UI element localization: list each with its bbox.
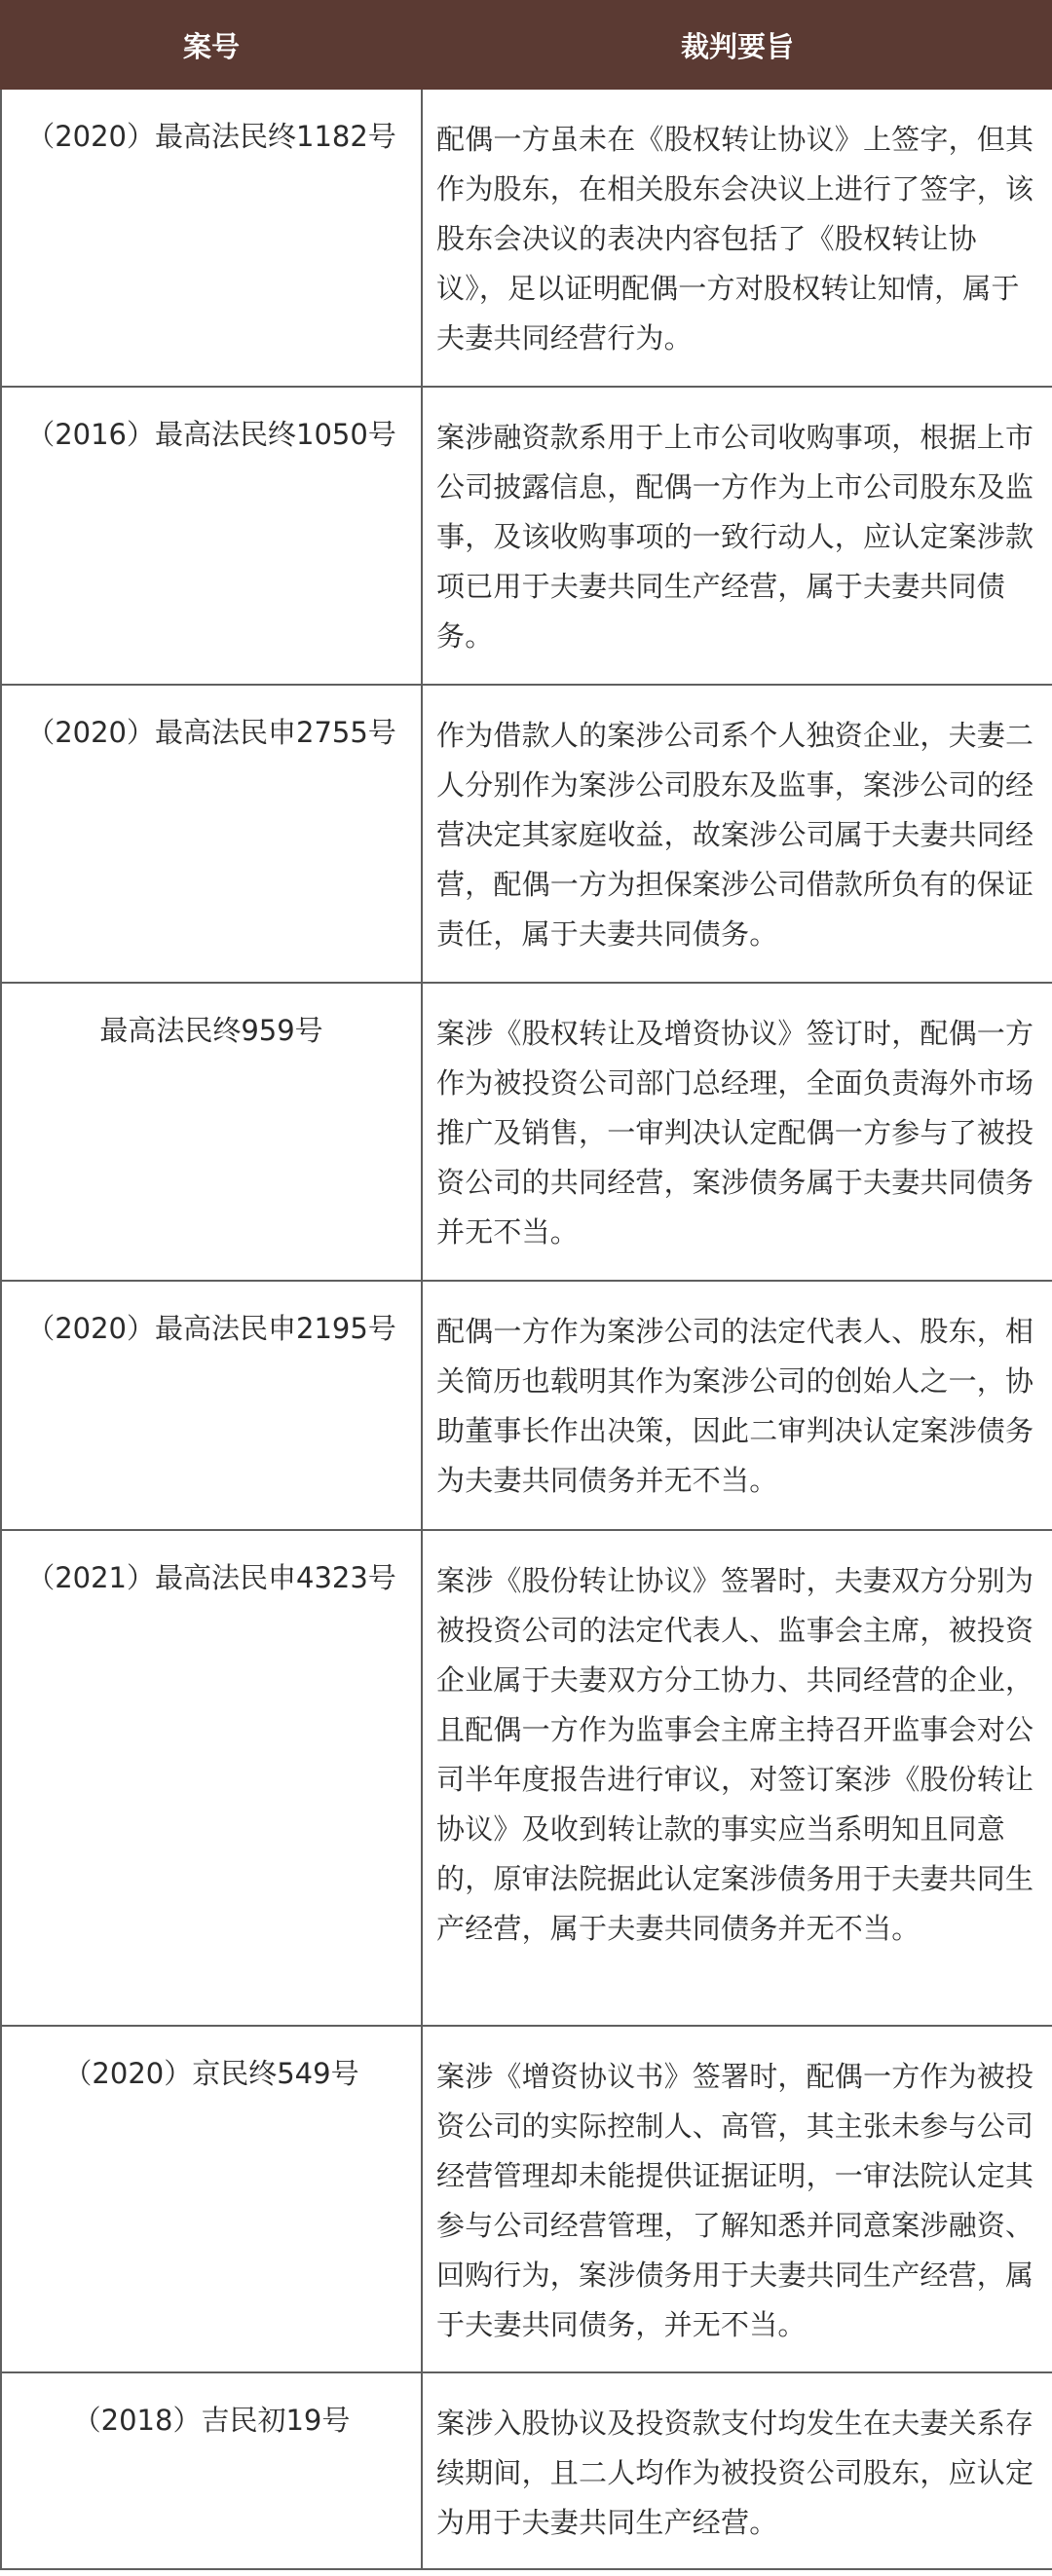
table-row	[1, 89, 1052, 387]
judgment-gist-cell: 案涉《股份转让协议》签署时，夫妻双方分别为被投资公司的法定代表人、监事会主席，被投资企业属于夫妻双方分工协力、共同经营的企业，且配偶一方作为监事会主席主持召开监事会对公司半年度报告进行审议，对签订案涉《股份转让协议》及收到转让款的事实应当系明知且同意的，原审法院据此认定案涉债务用于夫妻共同生产经营，属于夫妻共同债务并无不当。	[422, 1530, 1052, 2026]
judgment-gist-cell: 案涉融资款系用于上市公司收购事项，根据上市公司披露信息，配偶一方作为上市公司股东及监事，及该收购事项的一致行动人，应认定案涉款项已用于夫妻共同生产经营，属于夫妻共同债务。	[422, 387, 1052, 685]
table-row	[1, 1530, 1052, 2026]
case-number-cell: （2020）最高法民申2755号	[1, 685, 422, 983]
case-number-cell: （2020）最高法民申2195号	[1, 1281, 422, 1530]
judgment-gist-cell: 案涉《股权转让及增资协议》签订时，配偶一方作为被投资公司部门总经理，全面负责海外市场推广及销售，一审判决认定配偶一方参与了被投资公司的共同经营，案涉债务属于夫妻共同债务并无不当。	[422, 983, 1052, 1281]
header-row	[1, 1, 1052, 89]
table-row	[1, 2372, 1052, 2569]
judgment-gist-cell: 案涉《增资协议书》签署时，配偶一方作为被投资公司的实际控制人、高管，其主张未参与公司经营管理却未能提供证据证明，一审法院认定其参与公司经营管理，了解知悉并同意案涉融资、回购行为，案涉债务用于夫妻共同生产经营，属于夫妻共同债务，并无不当。	[422, 2026, 1052, 2372]
case-number-cell: （2016）最高法民终1050号	[1, 387, 422, 685]
case-number-cell: （2021）最高法民申4323号	[1, 1530, 422, 2026]
header-judgment-gist: 裁判要旨	[422, 1, 1052, 89]
judgment-gist-cell: 配偶一方虽未在《股权转让协议》上签字，但其作为股东，在相关股东会决议上进行了签字，该股东会决议的表决内容包括了《股权转让协议》，足以证明配偶一方对股权转让知情，属于夫妻共同经营行为。	[422, 89, 1052, 387]
table-header	[1, 1, 1052, 89]
table-row	[1, 387, 1052, 685]
judgment-gist-cell: 作为借款人的案涉公司系个人独资企业，夫妻二人分别作为案涉公司股东及监事，案涉公司的经营决定其家庭收益，故案涉公司属于夫妻共同经营，配偶一方为担保案涉公司借款所负有的保证责任，属于夫妻共同债务。	[422, 685, 1052, 983]
judgment-gist-cell: 配偶一方作为案涉公司的法定代表人、股东，相关简历也载明其作为案涉公司的创始人之一，协助董事长作出决策，因此二审判决认定案涉债务为夫妻共同债务并无不当。	[422, 1281, 1052, 1530]
table-row	[1, 983, 1052, 1281]
case-number-cell: （2020）京民终549号	[1, 2026, 422, 2372]
table-row	[1, 1281, 1052, 1530]
case-number-cell: 最高法民终959号	[1, 983, 422, 1281]
table-row	[1, 685, 1052, 983]
table-row	[1, 2026, 1052, 2372]
case-number-cell: （2018）吉民初19号	[1, 2372, 422, 2569]
table-body	[1, 89, 1052, 2569]
case-number-cell: （2020）最高法民终1182号	[1, 89, 422, 387]
header-case-number: 案号	[1, 1, 422, 89]
judgment-gist-cell: 案涉入股协议及投资款支付均发生在夫妻关系存续期间，且二人均作为被投资公司股东，应认定为用于夫妻共同生产经营。	[422, 2372, 1052, 2569]
